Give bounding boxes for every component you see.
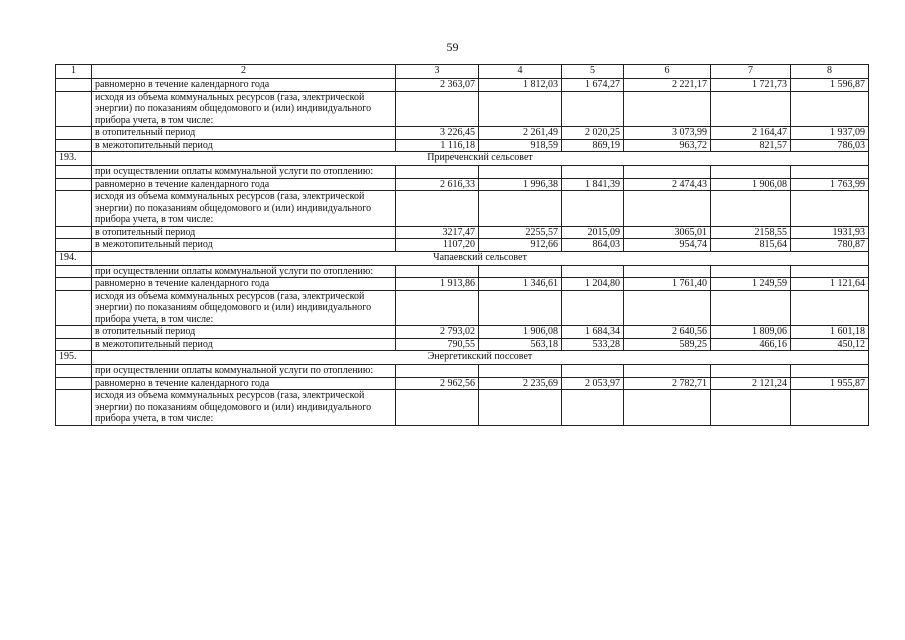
table-row (56, 178, 869, 191)
value-cell: 2015,09 (562, 226, 624, 239)
row-label: исходя из объема коммунальных ресурсов (газа, электрической энергии) по показаниям общедомового и (или) индивидуального прибора учета, в том числе: (92, 91, 396, 127)
value-cell (791, 265, 869, 278)
table-row (56, 239, 869, 252)
value-cell: 780,87 (791, 239, 869, 252)
value-cell (624, 191, 711, 227)
row-number-cell (56, 390, 92, 426)
row-number-cell (56, 226, 92, 239)
row-label: в отопительный период (92, 326, 396, 339)
value-cell: 786,03 (791, 139, 869, 152)
value-cell (479, 166, 562, 179)
value-cell: 1 937,09 (791, 127, 869, 140)
value-cell (479, 265, 562, 278)
value-cell (791, 390, 869, 426)
row-number-cell (56, 139, 92, 152)
section-title: Чапаевский сельсовет (92, 251, 869, 265)
table-row (56, 166, 869, 179)
value-cell: 2 164,47 (711, 127, 791, 140)
header-cell: 3 (396, 65, 479, 79)
row-label: в межотопительный период (92, 239, 396, 252)
value-cell: 1 761,40 (624, 278, 711, 291)
row-number-cell (56, 91, 92, 127)
table-row (56, 390, 869, 426)
row-number-cell (56, 191, 92, 227)
header-cell: 6 (624, 65, 711, 79)
value-cell: 2 363,07 (396, 79, 479, 92)
table-row (56, 79, 869, 92)
row-number-cell (56, 166, 92, 179)
value-cell: 2 053,97 (562, 377, 624, 390)
row-label: равномерно в течение календарного года (92, 278, 396, 291)
value-cell (791, 290, 869, 326)
value-cell: 589,25 (624, 338, 711, 351)
value-cell: 2 474,43 (624, 178, 711, 191)
row-number-cell: 195. (56, 351, 92, 365)
header-cell: 8 (791, 65, 869, 79)
value-cell: 1 249,59 (711, 278, 791, 291)
value-cell (624, 166, 711, 179)
header-cell: 5 (562, 65, 624, 79)
value-cell: 2 962,56 (396, 377, 479, 390)
row-number-cell (56, 127, 92, 140)
value-cell: 533,28 (562, 338, 624, 351)
row-label: в отопительный период (92, 127, 396, 140)
table-row (56, 191, 869, 227)
page-number: 59 (446, 40, 459, 54)
value-cell (791, 365, 869, 378)
value-cell: 3 073,99 (624, 127, 711, 140)
value-cell (562, 166, 624, 179)
row-number-cell (56, 326, 92, 339)
value-cell (479, 390, 562, 426)
row-number-cell (56, 377, 92, 390)
row-number-cell (56, 178, 92, 191)
value-cell (562, 265, 624, 278)
value-cell (711, 91, 791, 127)
value-cell (396, 290, 479, 326)
value-cell: 3065,01 (624, 226, 711, 239)
value-cell (711, 166, 791, 179)
row-number-cell (56, 278, 92, 291)
value-cell (791, 91, 869, 127)
value-cell (562, 91, 624, 127)
row-number-cell: 194. (56, 251, 92, 265)
table-row (56, 278, 869, 291)
row-number-cell (56, 79, 92, 92)
value-cell (624, 91, 711, 127)
table-row (56, 365, 869, 378)
value-cell: 563,18 (479, 338, 562, 351)
row-label: равномерно в течение календарного года (92, 79, 396, 92)
value-cell (396, 265, 479, 278)
value-cell: 2255,57 (479, 226, 562, 239)
table-row (56, 338, 869, 351)
value-cell: 1 121,64 (791, 278, 869, 291)
row-label: при осуществлении оплаты коммунальной услуги по отоплению: (92, 365, 396, 378)
row-label: в отопительный период (92, 226, 396, 239)
table-row (56, 226, 869, 239)
value-cell: 918,59 (479, 139, 562, 152)
value-cell: 2 235,69 (479, 377, 562, 390)
value-cell (562, 390, 624, 426)
value-cell: 2 640,56 (624, 326, 711, 339)
value-cell: 1 955,87 (791, 377, 869, 390)
value-cell (624, 365, 711, 378)
value-cell: 466,16 (711, 338, 791, 351)
value-cell (562, 365, 624, 378)
header-cell: 1 (56, 65, 92, 79)
table-row (56, 139, 869, 152)
value-cell (711, 265, 791, 278)
row-number-cell (56, 365, 92, 378)
value-cell: 1 346,61 (479, 278, 562, 291)
value-cell (479, 91, 562, 127)
value-cell (396, 365, 479, 378)
value-cell: 790,55 (396, 338, 479, 351)
value-cell: 2 782,71 (624, 377, 711, 390)
value-cell: 1 996,38 (479, 178, 562, 191)
value-cell (624, 290, 711, 326)
row-label: в межотопительный период (92, 139, 396, 152)
value-cell: 912,66 (479, 239, 562, 252)
value-cell: 2 020,25 (562, 127, 624, 140)
value-cell: 1107,20 (396, 239, 479, 252)
value-cell: 450,12 (791, 338, 869, 351)
section-title: Приреченский сельсовет (92, 152, 869, 166)
section-row (56, 351, 869, 365)
value-cell (396, 390, 479, 426)
value-cell (711, 191, 791, 227)
header-cell: 4 (479, 65, 562, 79)
section-row (56, 152, 869, 166)
value-cell (624, 390, 711, 426)
row-number-cell (56, 338, 92, 351)
value-cell (479, 290, 562, 326)
value-cell: 1 812,03 (479, 79, 562, 92)
value-cell (562, 191, 624, 227)
value-cell: 1 721,73 (711, 79, 791, 92)
section-row (56, 251, 869, 265)
value-cell (711, 390, 791, 426)
row-number-cell (56, 265, 92, 278)
value-cell: 1 809,06 (711, 326, 791, 339)
header-cell: 7 (711, 65, 791, 79)
table-row (56, 265, 869, 278)
row-number-cell (56, 290, 92, 326)
header-row (56, 65, 869, 79)
section-title: Энергетикский поссовет (92, 351, 869, 365)
value-cell: 1931,93 (791, 226, 869, 239)
value-cell: 815,64 (711, 239, 791, 252)
row-label: при осуществлении оплаты коммунальной услуги по отоплению: (92, 265, 396, 278)
row-label: равномерно в течение календарного года (92, 178, 396, 191)
value-cell: 2 793,02 (396, 326, 479, 339)
table-row (56, 377, 869, 390)
row-label: равномерно в течение календарного года (92, 377, 396, 390)
row-label: исходя из объема коммунальных ресурсов (газа, электрической энергии) по показаниям общедомового и (или) индивидуального прибора учета, в том числе: (92, 290, 396, 326)
value-cell: 954,74 (624, 239, 711, 252)
value-cell: 3217,47 (396, 226, 479, 239)
value-cell: 1 906,08 (479, 326, 562, 339)
value-cell (711, 365, 791, 378)
row-number-cell (56, 239, 92, 252)
value-cell (479, 191, 562, 227)
value-cell: 1 116,18 (396, 139, 479, 152)
row-label: исходя из объема коммунальных ресурсов (газа, электрической энергии) по показаниям общедомового и (или) индивидуального прибора учета, в том числе: (92, 390, 396, 426)
value-cell (396, 191, 479, 227)
value-cell: 2 261,49 (479, 127, 562, 140)
value-cell (396, 166, 479, 179)
value-cell: 2158,55 (711, 226, 791, 239)
value-cell: 1 596,87 (791, 79, 869, 92)
value-cell: 1 684,34 (562, 326, 624, 339)
row-number-cell: 193. (56, 152, 92, 166)
value-cell (624, 265, 711, 278)
row-label: в межотопительный период (92, 338, 396, 351)
row-label: при осуществлении оплаты коммунальной услуги по отоплению: (92, 166, 396, 179)
value-cell: 1 906,08 (711, 178, 791, 191)
value-cell (479, 365, 562, 378)
tariff-table (55, 64, 869, 426)
value-cell: 963,72 (624, 139, 711, 152)
table-row (56, 127, 869, 140)
value-cell (791, 191, 869, 227)
value-cell: 1 601,18 (791, 326, 869, 339)
value-cell: 1 204,80 (562, 278, 624, 291)
header-cell: 2 (92, 65, 396, 79)
value-cell: 2 121,24 (711, 377, 791, 390)
value-cell: 864,03 (562, 239, 624, 252)
value-cell (711, 290, 791, 326)
value-cell (562, 290, 624, 326)
table-row (56, 290, 869, 326)
table-row (56, 91, 869, 127)
value-cell: 1 763,99 (791, 178, 869, 191)
value-cell: 2 616,33 (396, 178, 479, 191)
value-cell (791, 166, 869, 179)
value-cell: 1 841,39 (562, 178, 624, 191)
value-cell: 3 226,45 (396, 127, 479, 140)
value-cell: 1 674,27 (562, 79, 624, 92)
row-label: исходя из объема коммунальных ресурсов (газа, электрической энергии) по показаниям общедомового и (или) индивидуального прибора учета, в том числе: (92, 191, 396, 227)
value-cell (396, 91, 479, 127)
value-cell: 821,57 (711, 139, 791, 152)
value-cell: 869,19 (562, 139, 624, 152)
value-cell: 1 913,86 (396, 278, 479, 291)
table-row (56, 326, 869, 339)
value-cell: 2 221,17 (624, 79, 711, 92)
